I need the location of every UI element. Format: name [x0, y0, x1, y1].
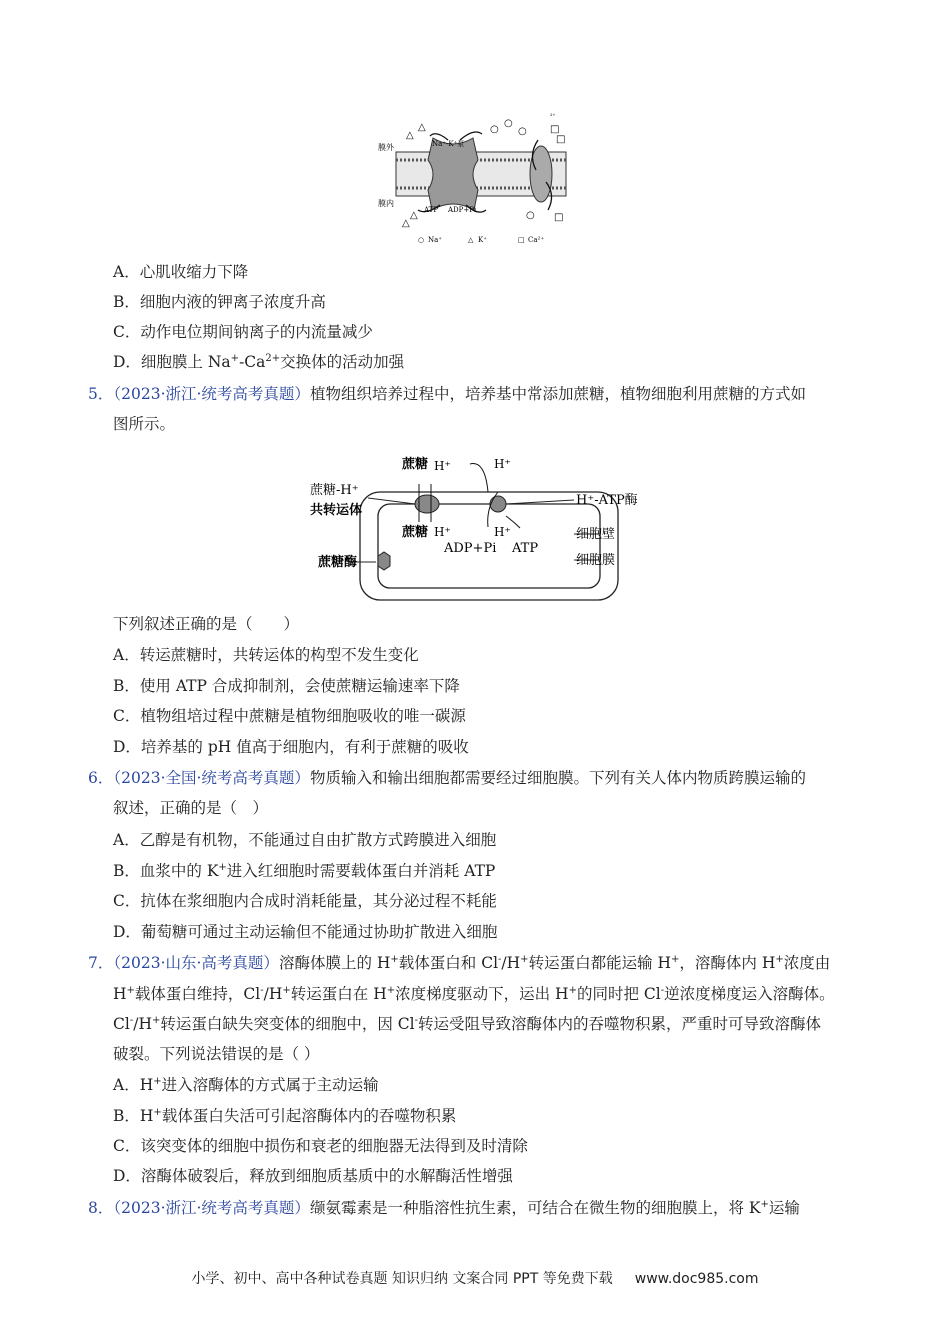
q7-stem-1: 7．（2023·山东·高考真题）溶酶体膜上的 H+载体蛋白和 Cl-/H+转运蛋白都能运输 H+，溶酶体内 H+浓度由 — [88, 953, 831, 972]
page-footer: 小学、初中、高中各种试卷真题 知识归纳 文案合同 PPT 等免费下载 www.doc985.com — [191, 1271, 759, 1287]
q7-option-d[interactable]: D．溶酶体破裂后，释放到细胞质基质中的水解酶活性增强 — [113, 1167, 513, 1185]
q7-option-b[interactable]: B．H+载体蛋白失活可引起溶酶体内的吞噬物积累 — [113, 1106, 457, 1125]
q7-stem-3: Cl-/H+转运蛋白缺失突变体的细胞中，因 Cl-转运受阻导致溶酶体内的吞噬物积累，严重时可导致溶酶体 — [113, 1014, 822, 1033]
membrane-label: 细胞膜 — [576, 553, 616, 568]
svg-text:□: □ — [518, 236, 525, 244]
atpase-label: H⁺-ATP酶 — [576, 493, 638, 508]
q5-stem: 5．（2023·浙江·统考高考真题）植物组织培养过程中，培养基中常添加蔗糖，植物细胞利用蔗糖的方式如 — [88, 385, 806, 403]
svg-text:△: △ — [406, 130, 414, 141]
q6-option-b[interactable]: B．血浆中的 K+进入红细胞时需要载体蛋白并消耗 ATP — [113, 861, 496, 880]
q6-stem: 6．（2023·全国·统考高考真题）物质输入和输出细胞都需要经过细胞膜。下列有关人体内物质跨膜运输的 — [88, 769, 806, 787]
sucrose-top: 蔗糖 — [402, 457, 429, 472]
atp-label: ATP — [424, 206, 439, 214]
q5-option-b[interactable]: B．使用 ATP 合成抑制剂，会使蔗糖运输速率下降 — [113, 677, 460, 695]
legend-ca: Ca²⁺ — [528, 236, 545, 244]
h-in: H⁺ — [434, 525, 451, 539]
invertase-label: 蔗糖酶 — [318, 555, 358, 570]
q5-option-c[interactable]: C．植物组培过程中蔗糖是植物细胞吸收的唯一碳源 — [113, 707, 466, 725]
h-in-2: H⁺ — [494, 525, 511, 539]
q5-option-d[interactable]: D．培养基的 pH 值高于细胞内，有利于蔗糖的吸收 — [113, 738, 469, 756]
svg-text:△: △ — [468, 236, 474, 244]
legend-na: Na⁺ — [428, 236, 442, 244]
svg-text:□: □ — [550, 124, 560, 135]
label-outside: 膜外 — [378, 143, 394, 152]
cotransporter-label-1: 蔗糖-H⁺ — [310, 483, 359, 498]
q4-option-d[interactable]: D．细胞膜上 $Na^+-Ca^{2+}$交换体的活动加强 — [113, 352, 405, 371]
membrane-pump-figure — [378, 110, 578, 250]
cell-wall-label: 细胞壁 — [576, 527, 616, 542]
corner-mark: ²⁺ — [550, 113, 556, 120]
svg-text:□: □ — [556, 134, 566, 145]
q7-stem-2: H+载体蛋白维持，Cl-/H+转运蛋白在 H+浓度梯度驱动下，运出 H+的同时把 Cl-逆浓度梯度运入溶酶体。 — [113, 984, 835, 1003]
cotransporter-label-2: 共转运体 — [310, 503, 363, 518]
adp-label-2: ADP+Pi — [444, 541, 497, 556]
h-top-right: H⁺ — [494, 457, 511, 471]
svg-text:△: △ — [410, 210, 418, 221]
q6-option-d[interactable]: D．葡萄糖可通过主动运输但不能通过协助扩散进入细胞 — [113, 923, 498, 941]
q4-option-c[interactable]: C．动作电位期间钠离子的内流量减少 — [113, 323, 373, 341]
q7-stem-4: 破裂。下列说法错误的是（ ） — [113, 1045, 320, 1063]
adp-label: ADP+Pi — [448, 206, 477, 214]
svg-text:○: ○ — [518, 126, 527, 137]
q6-option-c[interactable]: C．抗体在浆细胞内合成时消耗能量，其分泌过程不耗能 — [113, 892, 497, 910]
svg-text:□: □ — [554, 212, 564, 223]
h-top: H⁺ — [434, 459, 451, 473]
sucrose-in: 蔗糖 — [402, 525, 429, 540]
svg-text:○: ○ — [490, 124, 499, 135]
svg-text:△: △ — [402, 218, 410, 229]
q5-stem-2: 图所示。 — [113, 415, 176, 433]
svg-text:○: ○ — [504, 118, 513, 129]
q4-option-b[interactable]: B．细胞内液的钾离子浓度升高 — [113, 293, 326, 311]
q5-prompt: 下列叙述正确的是（ ） — [113, 615, 300, 633]
q4-option-a[interactable]: A．心肌收缩力下降 — [113, 263, 249, 281]
label-inside: 膜内 — [378, 199, 394, 208]
pump-label: Na⁺-K⁺泵 — [432, 140, 465, 148]
q7-option-c[interactable]: C．该突变体的细胞中损伤和衰老的细胞器无法得到及时清除 — [113, 1137, 528, 1155]
atp-label-2: ATP — [512, 541, 539, 556]
legend-k: K⁺ — [478, 236, 487, 244]
q5-option-a[interactable]: A．转运蔗糖时，共转运体的构型不发生变化 — [113, 646, 419, 664]
q8-stem: 8．（2023·浙江·统考高考真题）缬氨霉素是一种脂溶性抗生素，可结合在微生物的细胞膜上，将 K+运输 — [88, 1198, 800, 1217]
footer-url[interactable]: www.doc985.com — [634, 1271, 759, 1287]
svg-text:○: ○ — [526, 210, 535, 221]
q6-option-a[interactable]: A．乙醇是有机物，不能通过自由扩散方式跨膜进入细胞 — [113, 831, 497, 849]
q7-option-a[interactable]: A．H+进入溶酶体的方式属于主动运输 — [113, 1075, 379, 1094]
sucrose-transport-figure — [310, 452, 650, 604]
svg-text:△: △ — [418, 122, 426, 133]
svg-text:○: ○ — [418, 236, 425, 244]
q6-stem-2: 叙述，正确的是（ ） — [113, 799, 269, 817]
